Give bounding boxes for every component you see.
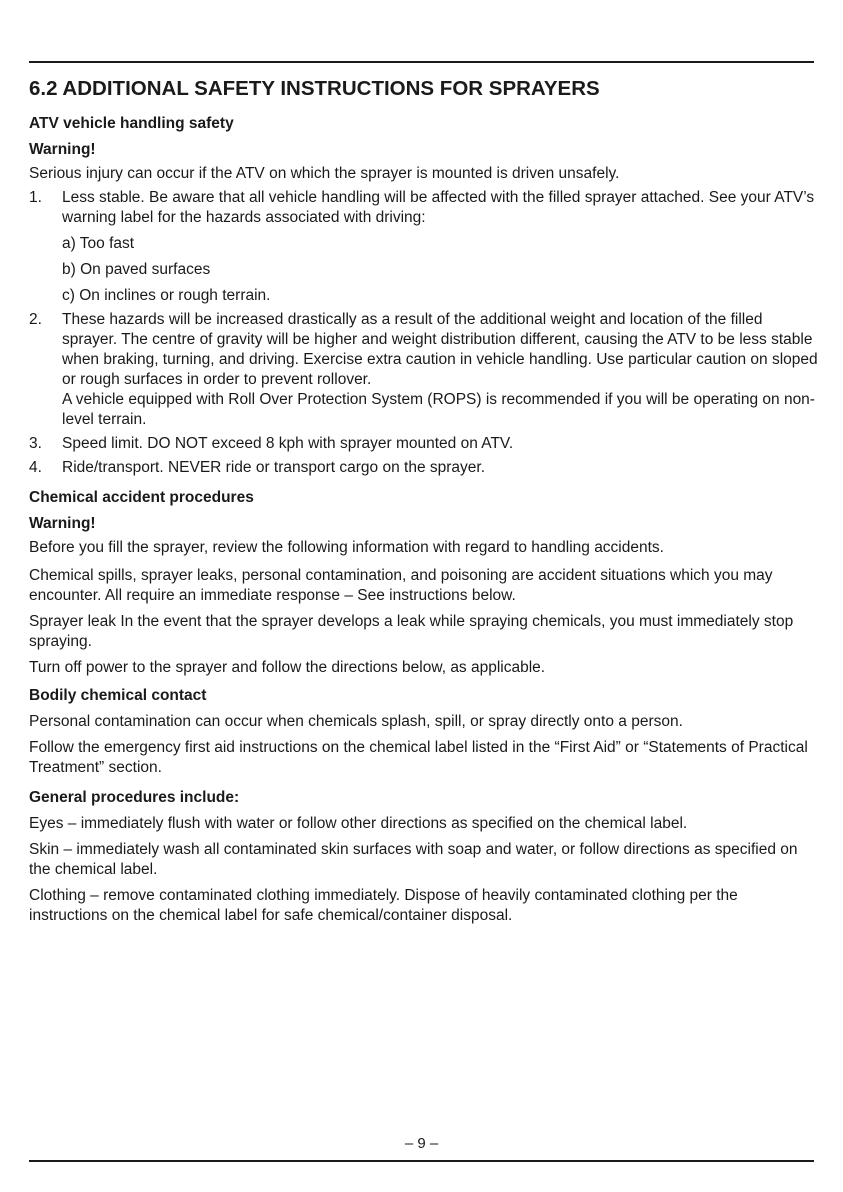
item-text: Speed limit. DO NOT exceed 8 kph with sprayer mounted on ATV. (62, 435, 514, 452)
general-paragraph: Skin – immediately wash all contaminated skin surfaces with soap and water, or follow directions as specified on the chemical label. (29, 841, 798, 878)
list-item (29, 434, 819, 454)
chemical-paragraph: Chemical spills, sprayer leaks, personal contamination, and poisoning are accident situations which you may encounter. All require an immediate response – See instructions below. (29, 567, 773, 604)
bodily-paragraph: Personal contamination can occur when chemicals splash, spill, or spray directly onto a person. (29, 713, 683, 730)
list-item (29, 458, 819, 478)
general-paragraph: Clothing – remove contaminated clothing immediately. Dispose of heavily contaminated clothing per the instructions on the chemical label for safe chemical/container disposal. (29, 887, 738, 924)
atv-heading: ATV vehicle handling safety (29, 115, 234, 132)
item-extra-text: A vehicle equipped with Roll Over Protection System (ROPS) is recommended if you will be operating on non-level terrain. (62, 391, 815, 428)
item-text: Less stable. Be aware that all vehicle handling will be affected with the filled sprayer attached. See your ATV’s warning label for the hazards associated with driving: (62, 189, 815, 226)
general-heading: General procedures include: (29, 789, 240, 806)
section-title: 6.2 ADDITIONAL SAFETY INSTRUCTIONS FOR SPRAYERS (29, 77, 600, 100)
page-content (29, 76, 819, 926)
item-number: 4. (29, 459, 42, 476)
chemical-warning: Warning! (29, 515, 96, 532)
sub-item: a) Too fast (62, 235, 135, 252)
item-text: These hazards will be increased drastically as a result of the additional weight and location of the filled sprayer. The centre of gravity will be higher and weight distribution different, causing the ATV to be less stable when braking, turning, and driving. Exercise extra caution in vehicle handling. Use particular caution on sloped or rough surfaces in order to prevent rollover. (62, 311, 818, 388)
chemical-heading: Chemical accident procedures (29, 489, 254, 506)
bodily-heading: Bodily chemical contact (29, 687, 207, 704)
sub-list (62, 234, 819, 306)
item-number: 3. (29, 435, 42, 452)
atv-warning: Warning! (29, 141, 96, 158)
chemical-paragraph: Sprayer leak In the event that the sprayer develops a leak while spraying chemicals, you must immediately stop spraying. (29, 613, 794, 650)
bottom-rule (29, 1160, 814, 1162)
chemical-paragraph: Turn off power to the sprayer and follow the directions below, as applicable. (29, 659, 546, 676)
sub-item: c) On inclines or rough terrain. (62, 287, 271, 304)
atv-hazard-list (29, 188, 819, 478)
item-text: Ride/transport. NEVER ride or transport cargo on the sprayer. (62, 459, 486, 476)
page-number: – 9 – (404, 1135, 439, 1152)
top-rule (29, 61, 814, 63)
chemical-paragraph: Before you fill the sprayer, review the following information with regard to handling accidents. (29, 539, 664, 556)
item-number: 1. (29, 189, 42, 206)
list-item (29, 310, 819, 430)
bodily-paragraph: Follow the emergency first aid instructions on the chemical label listed in the “First Aid” or “Statements of Practical Treatment” section. (29, 739, 808, 776)
item-number: 2. (29, 311, 42, 328)
general-paragraph: Eyes – immediately flush with water or follow other directions as specified on the chemical label. (29, 815, 688, 832)
sub-item: b) On paved surfaces (62, 261, 211, 278)
atv-intro: Serious injury can occur if the ATV on which the sprayer is mounted is driven unsafely. (29, 165, 620, 182)
list-item (29, 188, 819, 306)
